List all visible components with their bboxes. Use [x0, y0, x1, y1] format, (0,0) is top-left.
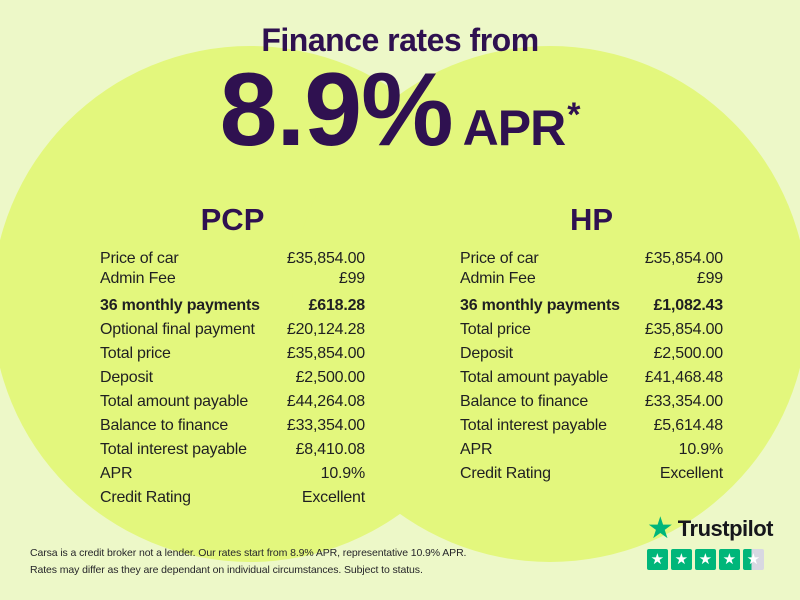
- row-label: Deposit: [460, 345, 513, 362]
- hp-panel: [460, 202, 723, 486]
- hp-table: [460, 250, 723, 486]
- row-label: Deposit: [100, 369, 153, 386]
- pcp-table: [100, 250, 365, 510]
- row-value: £1,082.43: [653, 297, 723, 314]
- finance-row: [460, 318, 723, 342]
- row-value: £33,354.00: [286, 417, 365, 434]
- row-value: 10.9%: [320, 465, 365, 482]
- disclaimer: [30, 545, 466, 579]
- finance-row: [100, 390, 365, 414]
- row-label: Total amount payable: [460, 369, 609, 386]
- finance-row: [460, 366, 723, 390]
- row-label: Total price: [100, 345, 171, 362]
- finance-row: [100, 486, 365, 510]
- rating-star-box: [671, 549, 692, 570]
- row-value: £35,854.00: [644, 321, 723, 338]
- row-label: Admin Fee: [460, 270, 536, 287]
- finance-row: [460, 267, 723, 291]
- rate-value: 8.9%: [219, 52, 453, 168]
- trustpilot-logo: [647, 514, 773, 544]
- row-value: £35,854.00: [286, 345, 365, 362]
- pcp-title: PCP: [200, 202, 265, 237]
- rating-star-box: [695, 549, 716, 570]
- headline-rate: [0, 52, 800, 168]
- star-icon: ★: [746, 551, 761, 568]
- finance-row: [460, 294, 723, 318]
- disclaimer-line-1: Carsa is a credit broker not a lender. Our rates start from 8.9% APR, representative 10.9% APR.: [30, 547, 467, 559]
- row-label: Balance to finance: [460, 393, 589, 410]
- row-label: Total interest payable: [460, 417, 607, 434]
- row-value: £41,468.48: [644, 369, 723, 386]
- row-label: Admin Fee: [100, 270, 176, 287]
- finance-row: [100, 342, 365, 366]
- rating-star-box: [719, 549, 740, 570]
- rate-unit: APR: [462, 100, 566, 156]
- rating-star-box: [743, 549, 764, 570]
- row-value: £2,500.00: [653, 345, 723, 362]
- star-icon: ★: [698, 551, 713, 568]
- row-value: £618.28: [308, 297, 365, 314]
- finance-row: [460, 250, 723, 267]
- row-value: £8,410.08: [295, 441, 365, 458]
- row-value: Excellent: [659, 465, 723, 482]
- finance-row: [100, 414, 365, 438]
- finance-row: [460, 342, 723, 366]
- pcp-panel: [100, 202, 365, 510]
- row-label: Optional final payment: [100, 321, 255, 338]
- finance-row: [100, 294, 365, 318]
- row-label: Credit Rating: [460, 465, 551, 482]
- trustpilot-block: [647, 514, 773, 570]
- row-label: Price of car: [460, 249, 539, 267]
- finance-row: [460, 414, 723, 438]
- row-value: £20,124.28: [286, 321, 365, 338]
- disclaimer-line-2: Rates may differ as they are dependant on individual circumstances. Subject to status.: [30, 564, 423, 576]
- row-label: APR: [100, 465, 133, 482]
- trustpilot-rating-stars: [647, 549, 764, 570]
- row-label: APR: [460, 441, 493, 458]
- star-icon: ★: [674, 551, 689, 568]
- finance-row: [100, 462, 365, 486]
- row-value: £99: [696, 270, 723, 287]
- row-label: 36 monthly payments: [460, 297, 620, 314]
- star-icon: ★: [722, 551, 737, 568]
- row-label: Credit Rating: [100, 489, 191, 506]
- finance-row: [100, 250, 365, 267]
- row-label: Total amount payable: [100, 393, 249, 410]
- rate-asterisk: *: [567, 96, 581, 134]
- finance-row: [100, 318, 365, 342]
- row-value: £99: [338, 270, 365, 287]
- row-value: £2,500.00: [295, 369, 365, 386]
- row-label: Price of car: [100, 249, 179, 267]
- finance-row: [100, 366, 365, 390]
- page-title: Finance rates from: [261, 22, 539, 58]
- row-label: Balance to finance: [100, 417, 229, 434]
- trustpilot-wordmark: Trustpilot: [677, 516, 773, 541]
- star-icon: ★: [650, 551, 665, 568]
- row-value: £35,854.00: [644, 249, 723, 267]
- row-value: 10.9%: [678, 441, 723, 458]
- row-value: Excellent: [301, 489, 365, 506]
- trustpilot-star-icon: ★: [646, 512, 674, 545]
- finance-row: [100, 267, 365, 291]
- row-label: Total interest payable: [100, 441, 247, 458]
- finance-row: [100, 438, 365, 462]
- row-label: Total price: [460, 321, 531, 338]
- finance-row: [460, 390, 723, 414]
- rating-star-box: [647, 549, 668, 570]
- row-value: £35,854.00: [286, 249, 365, 267]
- row-value: £5,614.48: [653, 417, 723, 434]
- row-value: £33,354.00: [644, 393, 723, 410]
- hp-title: HP: [569, 202, 614, 237]
- row-label: 36 monthly payments: [100, 297, 260, 314]
- row-value: £44,264.08: [286, 393, 365, 410]
- finance-row: [460, 462, 723, 486]
- finance-row: [460, 438, 723, 462]
